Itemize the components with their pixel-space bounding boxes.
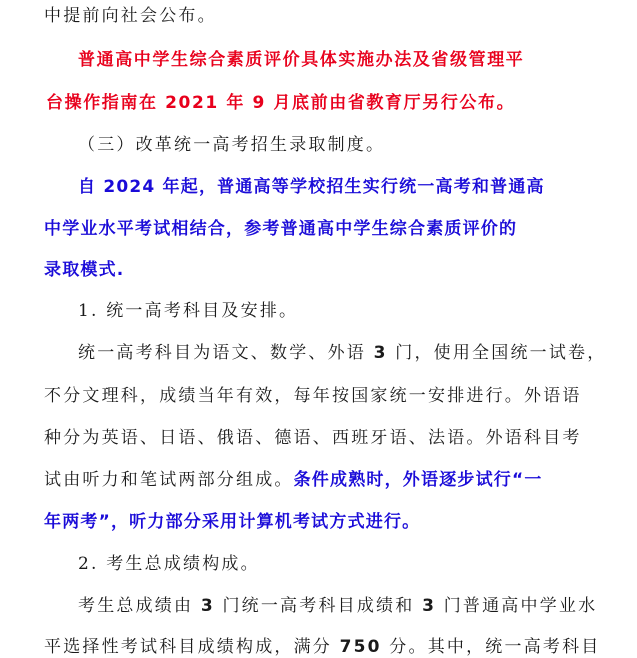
paragraph-line <box>44 5 217 27</box>
paragraph-line <box>44 636 601 658</box>
number: 3 <box>200 596 215 616</box>
number: 3 <box>373 343 388 363</box>
text: 年两考”，听力部分采用计算机考试方式进行。 <box>44 512 421 532</box>
text: 普通高中学生综合素质评价具体实施办法及省级管理平 <box>78 50 525 70</box>
text: 中学业水平考试相结合，参考普通高中学生综合素质评价的 <box>44 219 518 239</box>
highlight-blue-line <box>44 511 420 533</box>
text: 2. 考生总成绩构成。 <box>78 554 260 574</box>
text: 中提前向社会公布。 <box>44 6 217 26</box>
paragraph-line <box>78 342 606 364</box>
text: （三）改革统一高考招生录取制度。 <box>78 135 386 155</box>
section-heading <box>78 134 385 156</box>
text: 门普通高中学业水 <box>436 596 598 616</box>
highlight-blue-text: 条件成熟时，外语逐步试行“一 <box>293 470 543 490</box>
text: 1. 统一高考科目及安排。 <box>78 301 299 321</box>
text: 不分文理科，成绩当年有效，每年按国家统一安排进行。外语语 <box>44 386 582 406</box>
text: 统一高考科目为语文、数学、外语 <box>78 343 374 363</box>
text: 分。其中，统一高考科目 <box>381 637 601 657</box>
number: 750 <box>339 637 382 657</box>
paragraph-line <box>44 385 582 407</box>
highlight-blue-line <box>44 218 517 240</box>
text: 种分为英语、日语、俄语、德语、西班牙语、法语。外语科目考 <box>44 428 582 448</box>
text: 自 2024 年起，普通高等学校招生实行统一高考和普通高 <box>78 177 545 197</box>
paragraph-line <box>78 595 597 617</box>
paragraph-line <box>44 427 582 449</box>
text: 门统一高考科目成绩和 <box>214 596 423 616</box>
highlight-red-line <box>78 49 524 71</box>
text: 录取模式. <box>44 260 125 280</box>
highlight-red-line <box>46 92 515 114</box>
text: 台操作指南在 2021 年 9 月底前由省教育厅另行公布。 <box>46 93 516 113</box>
text: 平选择性考试科目成绩构成，满分 <box>44 637 340 657</box>
number: 3 <box>422 596 437 616</box>
text: 试由听力和笔试两部分组成。 <box>44 470 294 490</box>
text: 考生总成绩由 <box>78 596 201 616</box>
paragraph-line <box>44 469 543 491</box>
subsection-heading <box>78 553 260 575</box>
subsection-heading <box>78 300 298 322</box>
text: 门，使用全国统一试卷， <box>387 343 607 363</box>
highlight-blue-line <box>78 176 545 198</box>
highlight-blue-line <box>44 259 124 281</box>
